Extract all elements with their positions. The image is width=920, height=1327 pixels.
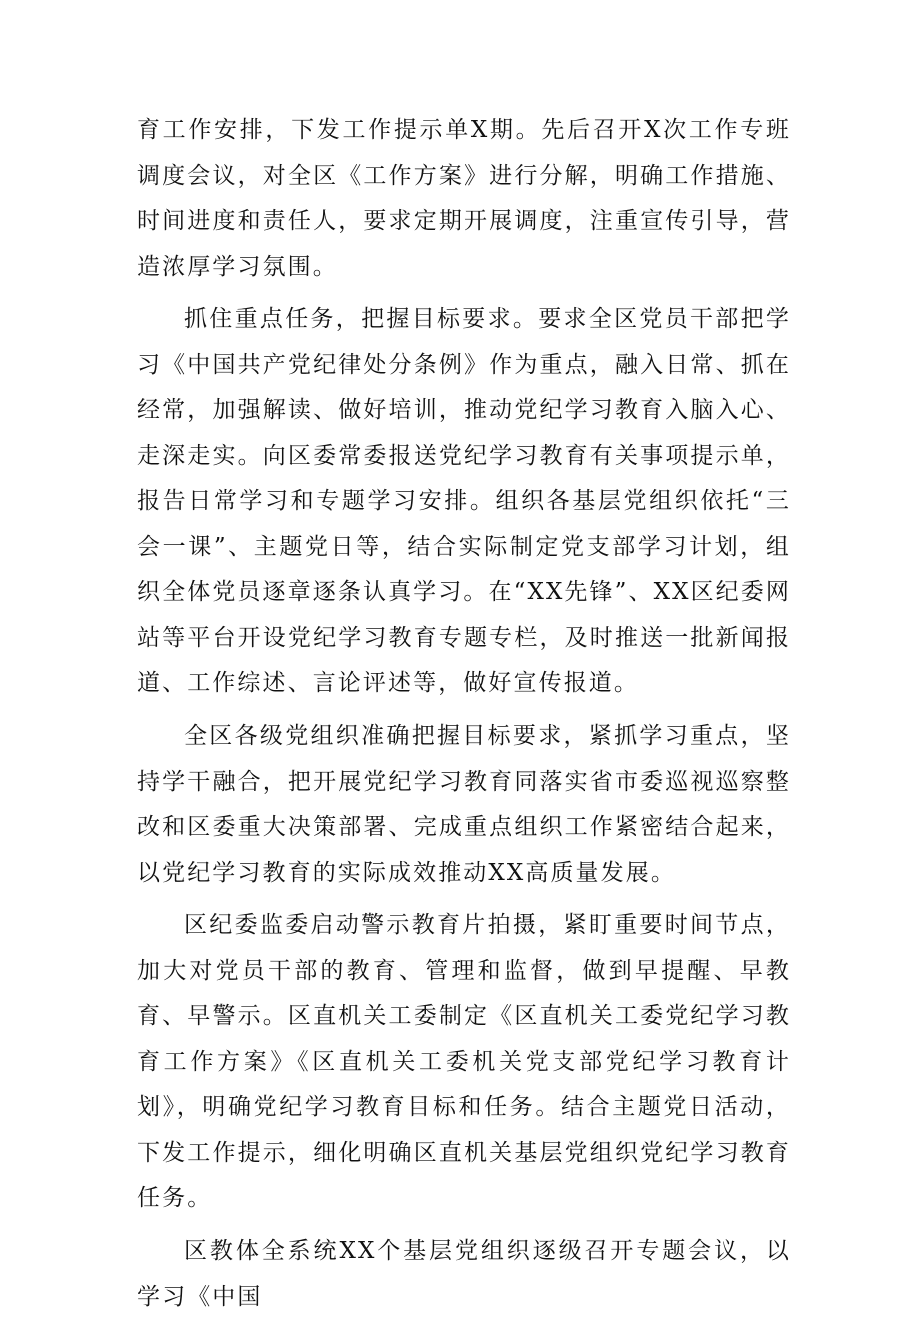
paragraph: 区教体全系统XX个基层党组织逐级召开专题会议，以学习《中国 (137, 1238, 791, 1310)
paragraph: 全区各级党组织准确把握目标要求，紧抓学习重点，坚持学干融合，把开展党纪学习教育同落实省市委巡视巡察整改和区委重大决策部署、完成重点组织工作紧密结合起来，以党纪学习教育的实际成效推动XX高质量发展。 (137, 723, 791, 886)
document-body (137, 108, 791, 1327)
paragraph: 区纪委监委启动警示教育片拍摄，紧盯重要时间节点，加大对党员干部的教育、管理和监督，做到早提醒、早教育、早警示。区直机关工委制定《区直机关工委党纪学习教育工作方案》《区直机关工委机关党支部党纪学习教育计划》，明确党纪学习教育目标和任务。结合主题党日活动，下发工作提示，细化明确区直机关基层党组织党纪学习教育任务。 (137, 912, 791, 1212)
paragraph: 抓住重点任务，把握目标要求。要求全区党员干部把学习《中国共产党纪律处分条例》作为重点，融入日常、抓在经常，加强解读、做好培训，推动党纪学习教育入脑入心、走深走实。向区委常委报送党纪学习教育有关事项提示单，报告日常学习和专题学习安排。组织各基层党组织依托“三会一课”、主题党日等，结合实际制定党支部学习计划，组织全体党员逐章逐条认真学习。在“XX先锋”、XX区纪委网站等平台开设党纪学习教育专题专栏，及时推送一批新闻报道、工作综述、言论评述等，做好宣传报道。 (137, 306, 791, 697)
paragraph: 育工作安排，下发工作提示单X期。先后召开X次工作专班调度会议，对全区《工作方案》进行分解，明确工作措施、时间进度和责任人，要求定期开展调度，注重宣传引导，营造浓厚学习氛围。 (137, 117, 791, 280)
